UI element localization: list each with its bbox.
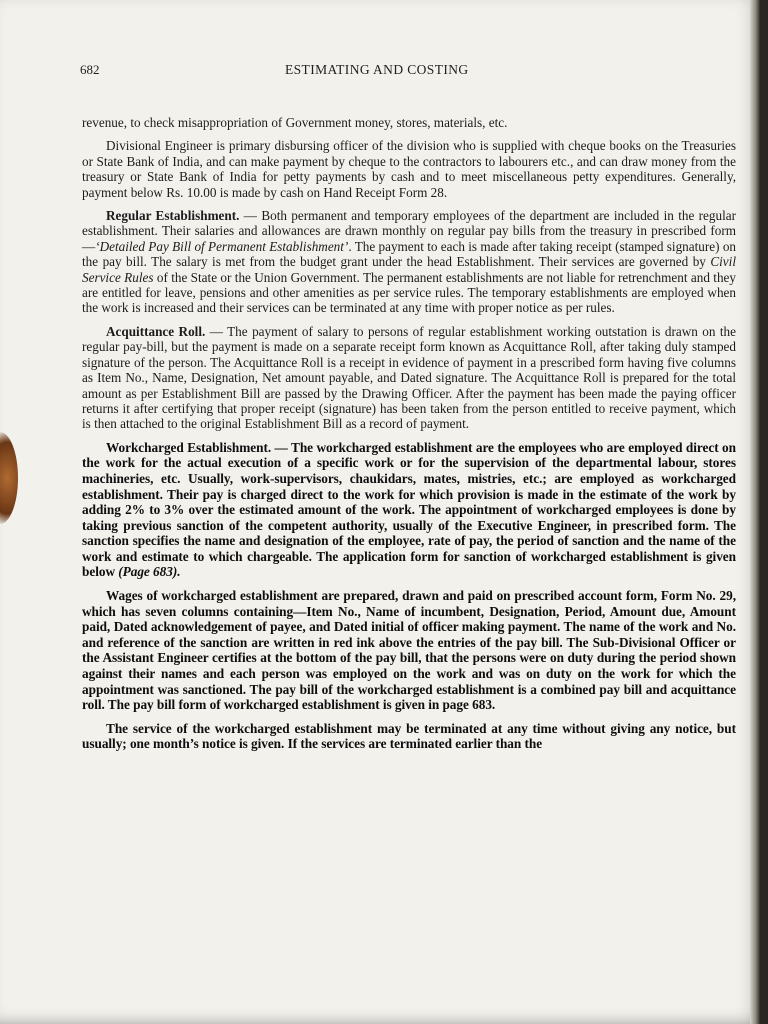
text-segment: . The payment to each is made after taking receipt (stamped signature) on the pay bill. The salary is met from the budget grant under the head Establishment. Their services are governed by <box>82 238 737 270</box>
paragraph-regular-establishment <box>82 208 736 316</box>
page-header <box>80 62 720 82</box>
running-title: ESTIMATING AND COSTING <box>285 62 469 77</box>
italic-page-reference: (Page 683). <box>118 564 181 580</box>
paragraph-termination: The service of the workcharged establishment may be terminated at any time without giving any notice, but usually; one month’s notice is given. If the services are terminated earlier than the <box>82 720 736 752</box>
text-segment: of the State or the Union Government. The permanent establishments are not liable for retrenchment and they are entitled for leave, pensions and other amenities as per service rules. The temporary establishments are employed when the work is increased and their services can be terminated at any time with proper notice as per rules. <box>82 269 736 316</box>
page-number: 682 <box>80 62 100 77</box>
text-segment: — The payment of salary to persons of regular establishment working outstation is drawn on the regular pay-bill, but the payment is made on a separate receipt form known as Acquittance Roll, after taking duly stamped signature of the person. The Acquittance Roll is a receipt in evidence of payment in a prescribed form having five columns as Item No., Name, Designation, Net amount payable, and Dated signature. The Acquittance Roll is prepared for the total amount as per Establishment Bill are passed by the Drawing Officer. After the payment has been made the paying officer returns it after certifying that proper receipt (signature) has been taken from the person entitled to receive payment, which is then attached to the original Establishment Bill as a record of payment. <box>82 323 737 432</box>
text-segment: — The workcharged establishment are the employees who are employed direct on the work for the actual execution of a specific work or for the supervision of the departmental labour, stores machineries, etc. Usually, work-supervisors, chaukidars, mates, mistries, etc.; are employed as workcharged establishment. Their pay is charged direct to the work for which provision is made in the estimate of the work by adding 2% to 3% over the estimated amount of the work. The appointment of workcharged employees is done by taking previous sanction of the competent authority, usually of the Executive Engineer, in prescribed form. The sanction specifies the name and designation of the employee, rate of pay, the period of sanction and the name of the work and estimate to which chargeable. The application form for sanction of workcharged establishment is given below <box>82 439 736 580</box>
heading-regular-establishment: Regular Establishment. <box>106 208 240 224</box>
page-stain <box>0 432 18 524</box>
text-segment: — Both permanent and temporary employees of the department are included in the regular establishment. Their salaries and allowances are drawn monthly on regular pay bills from the treasury in prescribed form— <box>82 208 736 254</box>
heading-workcharged-establishment: Workcharged Establishment. <box>106 439 272 455</box>
body-text <box>82 115 736 760</box>
paragraph-workcharged-establishment <box>82 440 736 580</box>
italic-form-name: ‘Detailed Pay Bill of Permanent Establishment’ <box>95 238 349 254</box>
paragraph-revenue: revenue, to check misappropriation of Government money, stores, materials, etc. <box>82 115 508 130</box>
italic-civil-service-rules: Civil Service Rules <box>82 254 736 285</box>
paragraph-acquittance-roll <box>82 324 736 432</box>
heading-acquittance-roll: Acquittance Roll. <box>106 323 206 339</box>
paragraph-wages: Wages of workcharged establishment are prepared, drawn and paid on prescribed account form, Form No. 29, which has seven columns containing—Item No., Name of incumbent, Designation, Period, Amount due, Amount paid, Dated acknowledgement of payee, and Dated initial of officer making payment. The name of the work and No. and reference of the sanction are written in red ink above the entries of the pay bill. The Sub-Divisional Officer or the Assistant Engineer certifies at the bottom of the pay bill, that the persons were on duty during the period shown against their names and each person was employed on the work and was on duty on the work for which the appointment was sanctioned. The pay bill of the workcharged establishment is a combined pay bill and acquittance roll. The pay bill form of workcharged establishment is given in page 683. <box>82 588 736 713</box>
page-edge-shadow <box>750 0 760 1024</box>
paragraph-divisional-engineer: Divisional Engineer is primary disbursing officer of the division who is supplied with cheque books on the Treasuries or State Bank of India, and can make payment by cheque to the contractors to labourers etc., and can draw money from the treasury or State Bank of India for petty payments by cash and to meet miscellaneous petty expenditures. Generally, payment below Rs. 10.00 is made by cash on Hand Receipt Form 28. <box>82 138 736 200</box>
